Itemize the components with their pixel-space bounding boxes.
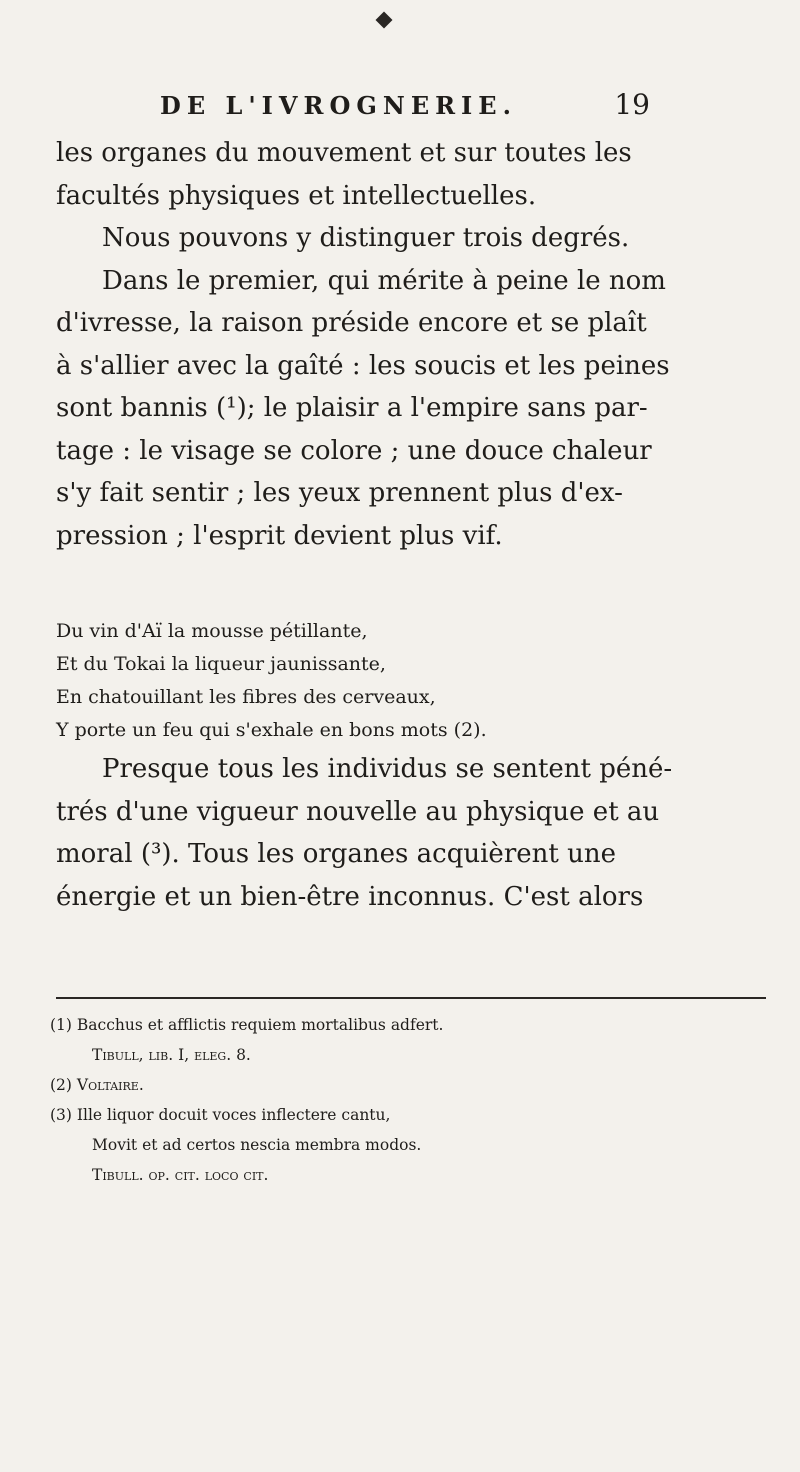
text-line: sont bannis (¹); le plaisir a l'empire sans par- <box>56 393 648 423</box>
text-line: énergie et un bien-être inconnus. C'est alors <box>56 881 644 912</box>
text-line: Dans le premier, qui mérite à peine le nom <box>102 265 666 296</box>
footnote-line: (3) Ille liquor docuit voces inflectere cantu, <box>50 1106 391 1124</box>
text-line: à s'allier avec la gaîté : les soucis et les peines <box>56 350 670 381</box>
page-number: 19 <box>614 88 650 121</box>
text-line: moral (³). Tous les organes acquièrent une <box>56 839 616 869</box>
verse-line: Du vin d'Aï la mousse pétillante, <box>56 620 368 642</box>
verse-line: Y porte un feu qui s'exhale en bons mots (2). <box>56 719 487 741</box>
verse-line: Et du Tokai la liqueur jaunissante, <box>56 653 386 675</box>
verse-quotation <box>56 615 776 747</box>
running-header <box>160 88 650 121</box>
running-title: DE L'IVROGNERIE. <box>160 91 517 120</box>
text-line: pression ; l'esprit devient plus vif. <box>56 520 503 551</box>
footnote-line: (2) Voltaire. <box>50 1076 144 1094</box>
footnotes <box>50 1010 770 1190</box>
text-line: Nous pouvons y distinguer trois degrés. <box>102 223 630 253</box>
ornament-icon <box>376 12 393 29</box>
text-line: d'ivresse, la raison préside encore et se plaît <box>56 308 647 338</box>
text-line: Presque tous les individus se sentent péné- <box>102 754 673 784</box>
text-line: les organes du mouvement et sur toutes les <box>56 138 632 168</box>
text-line: facultés physiques et intellectuelles. <box>56 180 537 211</box>
text-line: trés d'une vigueur nouvelle au physique et au <box>56 796 660 827</box>
footnote-citation: Tibull, lib. I, eleg. 8. <box>92 1046 251 1064</box>
footnote-citation: Tibull. op. cit. loco cit. <box>92 1166 269 1184</box>
verse-line: En chatouillant les fibres des cerveaux, <box>56 686 436 708</box>
footnote-line: Movit et ad certos nescia membra modos. <box>92 1136 422 1154</box>
footnote-line: (1) Bacchus et afflictis requiem mortalibus adfert. <box>50 1016 444 1034</box>
paragraph-1 <box>56 132 766 557</box>
footnote-divider <box>56 997 766 999</box>
text-line: tage : le visage se colore ; une douce chaleur <box>56 435 652 466</box>
text-line: s'y fait sentir ; les yeux prennent plus d'ex- <box>56 478 623 508</box>
paragraph-2 <box>56 748 766 918</box>
